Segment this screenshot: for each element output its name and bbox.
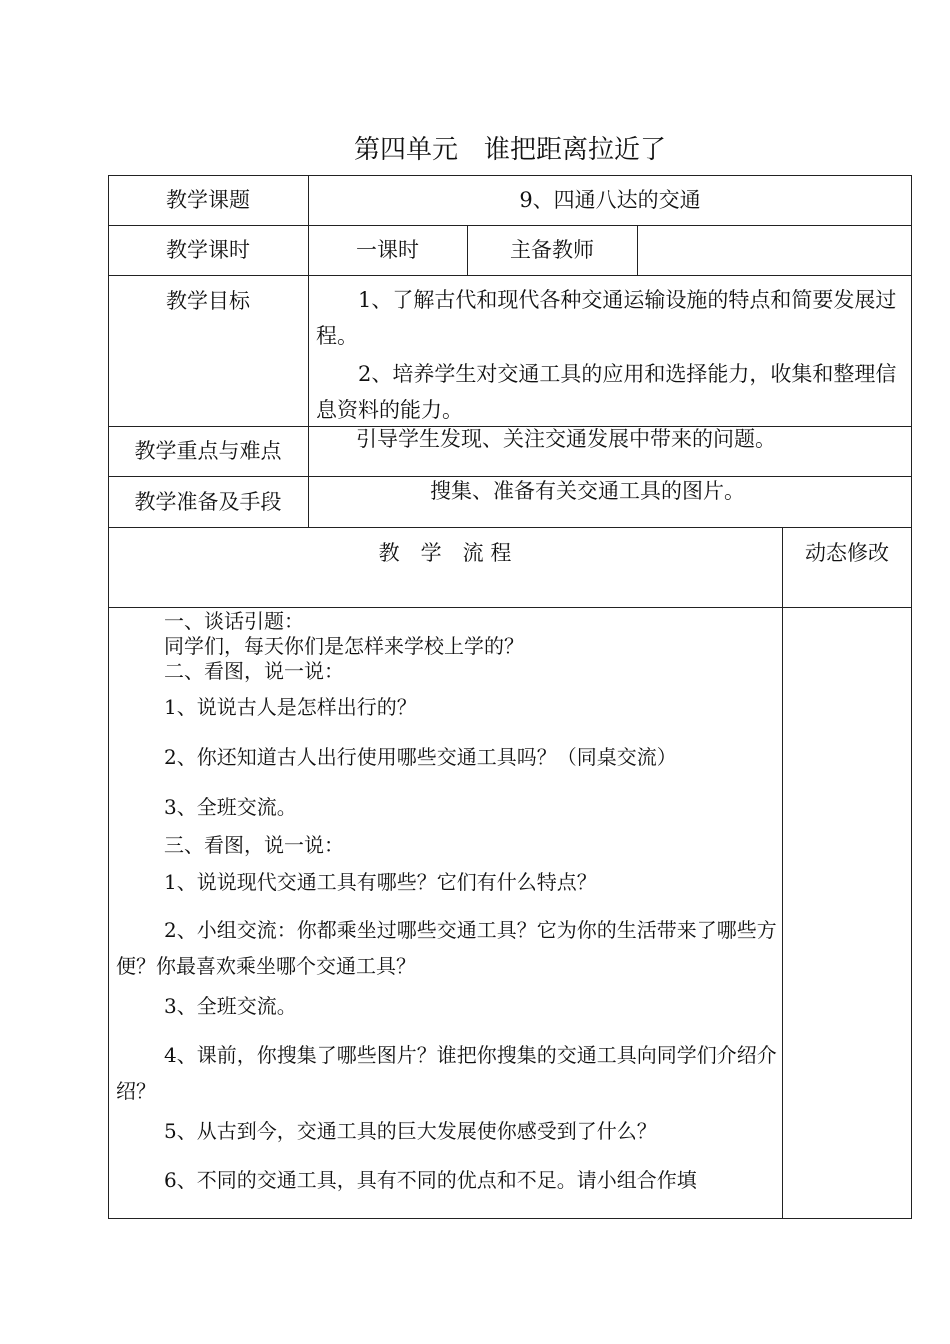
section-2-item: 1、说说古人是怎样出行的？: [164, 695, 417, 719]
section-3-item: 1、说说现代交通工具有哪些？它们有什么特点？: [164, 870, 597, 894]
hours-value: 一课时: [356, 238, 419, 262]
topic-label: 教学课题: [166, 188, 250, 212]
table-divider: [108, 527, 912, 528]
section-3-item: 5、从古到今，交通工具的巨大发展使你感受到了什么？: [164, 1119, 657, 1143]
topic-value: 9、四通八达的交通: [519, 188, 701, 212]
table-divider: [308, 175, 309, 527]
table-border: [108, 1218, 912, 1219]
flow-header: 教 学 流 程: [378, 541, 512, 565]
table-border: [911, 175, 912, 1219]
hours-label: 教学课时: [166, 238, 250, 262]
section-2-title: 二、看图，说一说：: [164, 659, 344, 683]
teacher-label: 主备教师: [510, 238, 594, 262]
preparation-value: 搜集、准备有关交通工具的图片。: [430, 479, 745, 503]
preparation-label: 教学准备及手段: [134, 490, 282, 514]
section-1-title: 一、谈话引题：: [164, 609, 304, 633]
section-3-item: 6、不同的交通工具，具有不同的优点和不足。请小组合作填: [164, 1168, 697, 1192]
goal-item-1: 1、了解古代和现代各种交通运输设施的特点和简要发展过程。: [316, 288, 897, 348]
goals-label: 教学目标: [166, 289, 250, 313]
table-divider: [637, 225, 638, 275]
table-divider: [782, 527, 783, 1219]
goal-item-2: 2、培养学生对交通工具的应用和选择能力，收集和整理信息资料的能力。: [316, 362, 897, 422]
key-points-value: 引导学生发现、关注交通发展中带来的问题。: [356, 427, 776, 451]
table-border: [108, 175, 109, 1219]
table-divider: [108, 225, 912, 226]
section-1-text: 同学们，每天你们是怎样来学校上学的？: [164, 634, 524, 658]
section-3-item: 3、全班交流。: [164, 994, 297, 1018]
revise-header: 动态修改: [805, 541, 889, 565]
table-border: [108, 175, 912, 176]
section-3-item: 4、课前，你搜集了哪些图片？谁把你搜集的交通工具向同学们介绍介绍？: [116, 1043, 777, 1103]
table-divider: [108, 275, 912, 276]
key-points-label: 教学重点与难点: [134, 439, 282, 463]
section-2-item: 2、你还知道古人出行使用哪些交通工具吗？（同桌交流）: [164, 745, 677, 769]
section-2-item: 3、全班交流。: [164, 795, 297, 819]
page-title: 第四单元 谁把距离拉近了: [353, 135, 666, 165]
section-3-title: 三、看图，说一说：: [164, 833, 344, 857]
section-3-item: 2、小组交流：你都乘坐过哪些交通工具？它为你的生活带来了哪些方便？你最喜欢乘坐哪个交通工具？: [116, 918, 777, 978]
